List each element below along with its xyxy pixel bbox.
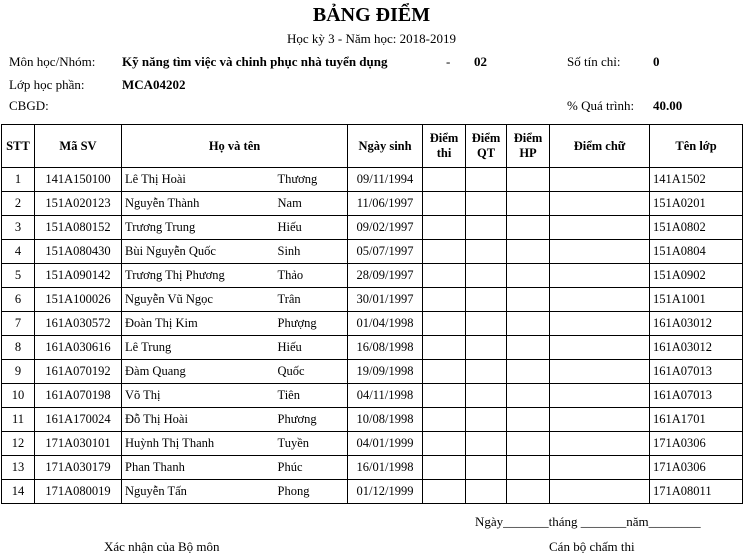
subject-label: Môn học/Nhóm: [9, 54, 96, 69]
header-stt: STT [2, 125, 35, 168]
row-letter-grade [550, 216, 650, 240]
row-exam-score [423, 480, 466, 504]
semester-subtitle: Học kỳ 3 - Năm học: 2018-2019 [287, 31, 456, 46]
row-exam-score [423, 216, 466, 240]
row-birth-date: 30/01/1997 [348, 288, 423, 312]
row-class-name: 161A1701 [650, 408, 743, 432]
row-stt: 14 [2, 480, 35, 504]
row-exam-score [423, 168, 466, 192]
row-birth-date: 04/11/1998 [348, 384, 423, 408]
table-row [2, 216, 743, 240]
row-birth-date: 10/08/1998 [348, 408, 423, 432]
row-course-score [507, 288, 550, 312]
subject-value: Kỹ năng tìm việc và chinh phục nhà tuyển dụng [122, 54, 388, 69]
table-row [2, 192, 743, 216]
table-row [2, 312, 743, 336]
row-course-score [507, 456, 550, 480]
row-student-id: 161A030616 [35, 336, 122, 360]
credits-value: 0 [653, 54, 660, 69]
row-letter-grade [550, 384, 650, 408]
table-row [2, 384, 743, 408]
row-birth-date: 28/09/1997 [348, 264, 423, 288]
row-exam-score [423, 384, 466, 408]
row-process-score [466, 264, 507, 288]
row-last-middle-name: Đoàn Thị Kim [122, 312, 275, 336]
row-class-name: 151A0804 [650, 240, 743, 264]
row-birth-date: 09/11/1994 [348, 168, 423, 192]
row-first-name: Sinh [275, 240, 348, 264]
row-letter-grade [550, 288, 650, 312]
row-letter-grade [550, 408, 650, 432]
table-row [2, 432, 743, 456]
table-row [2, 264, 743, 288]
row-class-name: 171A0306 [650, 432, 743, 456]
row-process-score [466, 192, 507, 216]
row-birth-date: 04/01/1999 [348, 432, 423, 456]
row-last-middle-name: Lê Trung [122, 336, 275, 360]
row-process-score [466, 384, 507, 408]
row-class-name: 151A0902 [650, 264, 743, 288]
row-process-score [466, 456, 507, 480]
row-last-middle-name: Trương Trung [122, 216, 275, 240]
row-course-score [507, 336, 550, 360]
row-process-score [466, 336, 507, 360]
row-first-name: Tuyền [275, 432, 348, 456]
row-first-name: Phúc [275, 456, 348, 480]
row-exam-score [423, 336, 466, 360]
row-birth-date: 16/01/1998 [348, 456, 423, 480]
row-student-id: 151A100026 [35, 288, 122, 312]
row-class-name: 171A08011 [650, 480, 743, 504]
table-row [2, 336, 743, 360]
header-class-name: Tên lớp [650, 125, 743, 168]
row-stt: 8 [2, 336, 35, 360]
row-process-score [466, 480, 507, 504]
row-student-id: 151A090142 [35, 264, 122, 288]
row-student-id: 161A030572 [35, 312, 122, 336]
row-student-id: 161A070192 [35, 360, 122, 384]
document-title: BẢNG ĐIỂM [312, 4, 431, 26]
row-letter-grade [550, 264, 650, 288]
row-course-score [507, 360, 550, 384]
row-birth-date: 05/07/1997 [348, 240, 423, 264]
row-course-score [507, 264, 550, 288]
row-first-name: Phương [275, 408, 348, 432]
row-course-score [507, 312, 550, 336]
row-stt: 13 [2, 456, 35, 480]
row-process-score [466, 408, 507, 432]
row-first-name: Quốc [275, 360, 348, 384]
row-last-middle-name: Trương Thị Phương [122, 264, 275, 288]
row-course-score [507, 480, 550, 504]
row-student-id: 171A080019 [35, 480, 122, 504]
row-first-name: Thảo [275, 264, 348, 288]
row-birth-date: 01/04/1998 [348, 312, 423, 336]
row-letter-grade [550, 336, 650, 360]
row-student-id: 171A030101 [35, 432, 122, 456]
row-last-middle-name: Nguyễn Tấn [122, 480, 275, 504]
row-last-middle-name: Phan Thanh [122, 456, 275, 480]
row-stt: 1 [2, 168, 35, 192]
table-row [2, 288, 743, 312]
row-stt: 11 [2, 408, 35, 432]
row-last-middle-name: Lê Thị Hoài [122, 168, 275, 192]
row-student-id: 151A080152 [35, 216, 122, 240]
credits-label: Số tín chỉ: [567, 54, 621, 69]
row-course-score [507, 216, 550, 240]
header-student-id: Mã SV [35, 125, 122, 168]
row-first-name: Tiên [275, 384, 348, 408]
row-class-name: 161A03012 [650, 336, 743, 360]
row-stt: 12 [2, 432, 35, 456]
header-process-score: Điểm QT [466, 125, 507, 168]
row-course-score [507, 408, 550, 432]
row-stt: 3 [2, 216, 35, 240]
row-letter-grade [550, 240, 650, 264]
row-birth-date: 11/06/1997 [348, 192, 423, 216]
row-student-id: 171A030179 [35, 456, 122, 480]
row-student-id: 151A080430 [35, 240, 122, 264]
row-exam-score [423, 240, 466, 264]
row-process-score [466, 216, 507, 240]
row-first-name: Thương [275, 168, 348, 192]
row-stt: 9 [2, 360, 35, 384]
row-class-name: 161A07013 [650, 384, 743, 408]
row-stt: 7 [2, 312, 35, 336]
row-exam-score [423, 408, 466, 432]
row-birth-date: 16/08/1998 [348, 336, 423, 360]
row-student-id: 161A170024 [35, 408, 122, 432]
row-birth-date: 09/02/1997 [348, 216, 423, 240]
row-first-name: Phượng [275, 312, 348, 336]
row-first-name: Phong [275, 480, 348, 504]
header-letter-grade: Điểm chữ [550, 125, 650, 168]
table-row [2, 480, 743, 504]
row-first-name: Hiếu [275, 216, 348, 240]
row-stt: 4 [2, 240, 35, 264]
table-row [2, 456, 743, 480]
row-class-name: 151A1001 [650, 288, 743, 312]
row-process-score [466, 168, 507, 192]
row-birth-date: 01/12/1999 [348, 480, 423, 504]
row-class-name: 141A1502 [650, 168, 743, 192]
confirm-label: Xác nhận của Bộ môn [104, 539, 220, 554]
row-letter-grade [550, 168, 650, 192]
row-exam-score [423, 192, 466, 216]
row-process-score [466, 312, 507, 336]
table-header-row [2, 125, 743, 168]
row-class-name: 151A0201 [650, 192, 743, 216]
group-value: 02 [474, 54, 487, 69]
teacher-label: CBGD: [9, 98, 49, 113]
row-first-name: Hiếu [275, 336, 348, 360]
row-letter-grade [550, 360, 650, 384]
row-last-middle-name: Nguyễn Vũ Ngọc [122, 288, 275, 312]
row-class-name: 151A0802 [650, 216, 743, 240]
grader-label: Cán bộ chấm thi [549, 539, 635, 554]
class-value: MCA04202 [122, 77, 186, 92]
subject-dash: - [446, 54, 451, 69]
row-last-middle-name: Võ Thị [122, 384, 275, 408]
row-letter-grade [550, 312, 650, 336]
row-exam-score [423, 456, 466, 480]
row-exam-score [423, 360, 466, 384]
row-process-score [466, 240, 507, 264]
row-course-score [507, 192, 550, 216]
row-letter-grade [550, 480, 650, 504]
row-last-middle-name: Huỳnh Thị Thanh [122, 432, 275, 456]
row-letter-grade [550, 192, 650, 216]
row-first-name: Nam [275, 192, 348, 216]
header-exam-score: Điểm thi [423, 125, 466, 168]
row-last-middle-name: Bùi Nguyễn Quốc [122, 240, 275, 264]
row-process-score [466, 288, 507, 312]
row-last-middle-name: Nguyễn Thành [122, 192, 275, 216]
row-exam-score [423, 312, 466, 336]
row-class-name: 171A0306 [650, 456, 743, 480]
table-row [2, 240, 743, 264]
process-value: 40.00 [653, 98, 683, 113]
row-exam-score [423, 288, 466, 312]
row-stt: 6 [2, 288, 35, 312]
header-birth-date: Ngày sinh [348, 125, 423, 168]
row-stt: 2 [2, 192, 35, 216]
date-line: Ngày_______tháng _______năm________ [475, 514, 701, 529]
row-course-score [507, 432, 550, 456]
row-stt: 10 [2, 384, 35, 408]
row-student-id: 151A020123 [35, 192, 122, 216]
row-course-score [507, 384, 550, 408]
row-letter-grade [550, 432, 650, 456]
row-letter-grade [550, 456, 650, 480]
row-course-score [507, 168, 550, 192]
class-label: Lớp học phần: [9, 77, 85, 92]
table-row [2, 168, 743, 192]
header-course-score: Điểm HP [507, 125, 550, 168]
row-stt: 5 [2, 264, 35, 288]
row-class-name: 161A03012 [650, 312, 743, 336]
row-last-middle-name: Đỗ Thị Hoài [122, 408, 275, 432]
row-exam-score [423, 264, 466, 288]
header-full-name: Họ và tên [122, 125, 348, 168]
row-last-middle-name: Đàm Quang [122, 360, 275, 384]
row-exam-score [423, 432, 466, 456]
row-process-score [466, 360, 507, 384]
row-process-score [466, 432, 507, 456]
row-first-name: Trân [275, 288, 348, 312]
row-student-id: 141A150100 [35, 168, 122, 192]
grade-table [1, 124, 743, 504]
table-row [2, 408, 743, 432]
table-row [2, 360, 743, 384]
process-label: % Quá trình: [567, 98, 635, 113]
row-student-id: 161A070198 [35, 384, 122, 408]
row-class-name: 161A07013 [650, 360, 743, 384]
row-birth-date: 19/09/1998 [348, 360, 423, 384]
row-course-score [507, 240, 550, 264]
